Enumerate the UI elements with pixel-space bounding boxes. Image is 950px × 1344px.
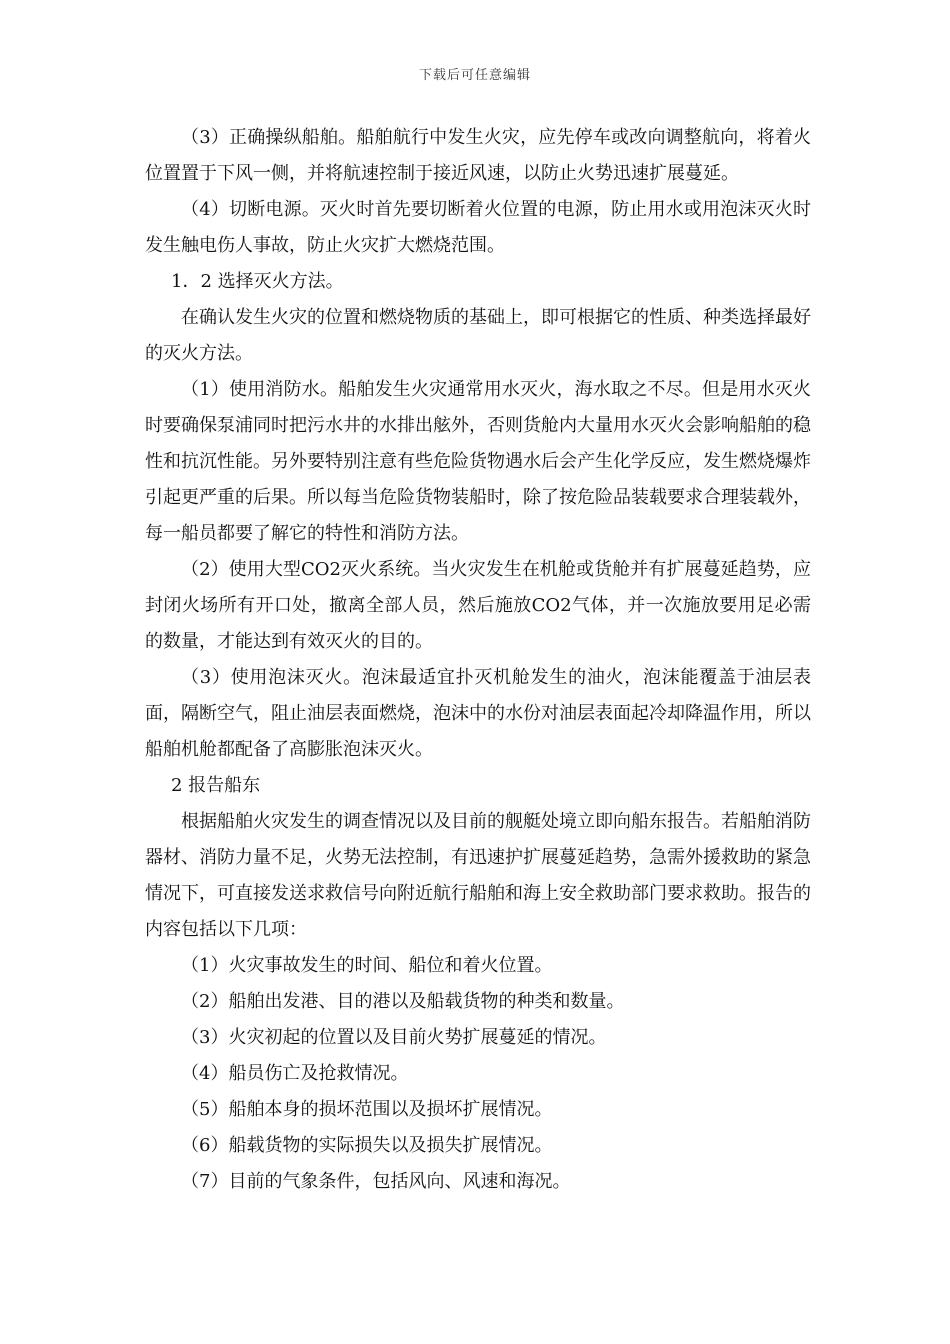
list-item-report-3: （3）火灾初起的位置以及目前火势扩展蔓延的情况。 (181, 1027, 607, 1048)
page-header: 下载后可任意编辑 (418, 68, 531, 83)
paragraph-report-intro: 根据船舶火灾发生的调查情况以及目前的舰艇处境立即向船东报告。若船舶消防器材、消防力量不足，火势无法控制，有迅速护扩展蔓延趋势，急需外援救助的紧急情况下，可直接发送求救信号向附近航行船舶和海上安全救助部门要求救助。报告的内容包括以下几项： (145, 811, 811, 940)
paragraph-maneuver-ship: （3）正确操纵船舶。船舶航行中发生火灾，应先停车或改向调整航向，将着火位置置于下风一侧，并将航速控制于接近风速，以防止火势迅速扩展蔓延。 (145, 127, 811, 184)
document-body (145, 120, 811, 1200)
list-item-report-1: （1）火灾事故发生的时间、船位和着火位置。 (181, 955, 553, 976)
paragraph-foam: （3）使用泡沫灭火。泡沫最适宜扑灭机舱发生的油火，泡沫能覆盖于油层表面，隔断空气，阻止油层表面燃烧，泡沫中的水份对油层表面起冷却降温作用，所以船舶机舱都配备了高膨胀泡沫灭火。 (145, 667, 811, 760)
list-item-report-2: （2）船舶出发港、目的港以及船载货物的种类和数量。 (181, 991, 625, 1012)
list-item-report-6: （6）船载货物的实际损失以及损失扩展情况。 (181, 1135, 553, 1156)
list-item-report-4: （4）船员伤亡及抢救情况。 (181, 1063, 409, 1084)
paragraph-cut-power: （4）切断电源。灭火时首先要切断着火位置的电源，防止用水或用泡沫灭火时发生触电伤人事故，防止火灾扩大燃烧范围。 (145, 199, 811, 256)
list-item-report-7: （7）目前的气象条件，包括风向、风速和海况。 (181, 1171, 571, 1192)
section-heading-extinguish-method: 1．2 选择灭火方法。 (171, 271, 344, 292)
paragraph-co2-system: （2）使用大型CO2灭火系统。当火灾发生在机舱或货舱并有扩展蔓延趋势，应封闭火场所有开口处，撤离全部人员，然后施放CO2气体，并一次施放要用足必需的数量，才能达到有效灭火的目的。 (145, 559, 811, 652)
paragraph-method-intro: 在确认发生火灾的位置和燃烧物质的基础上，即可根据它的性质、种类选择最好的灭火方法。 (145, 307, 811, 364)
section-heading-report-owner: 2 报告船东 (171, 775, 261, 796)
list-item-report-5: （5）船舶本身的损坏范围以及损坏扩展情况。 (181, 1099, 553, 1120)
paragraph-fire-water: （1）使用消防水。船舶发生火灾通常用水灭火，海水取之不尽。但是用水灭火时要确保泵浦同时把污水井的水排出舷外，否则货舱内大量用水灭火会影响船舶的稳性和抗沉性能。另外要特别注意有些危险货物遇水后会产生化学反应，发生燃烧爆炸引起更严重的后果。所以每当危险货物装船时，除了按危险品装载要求合理装载外，每一船员都要了解它的特性和消防方法。 (145, 379, 811, 544)
